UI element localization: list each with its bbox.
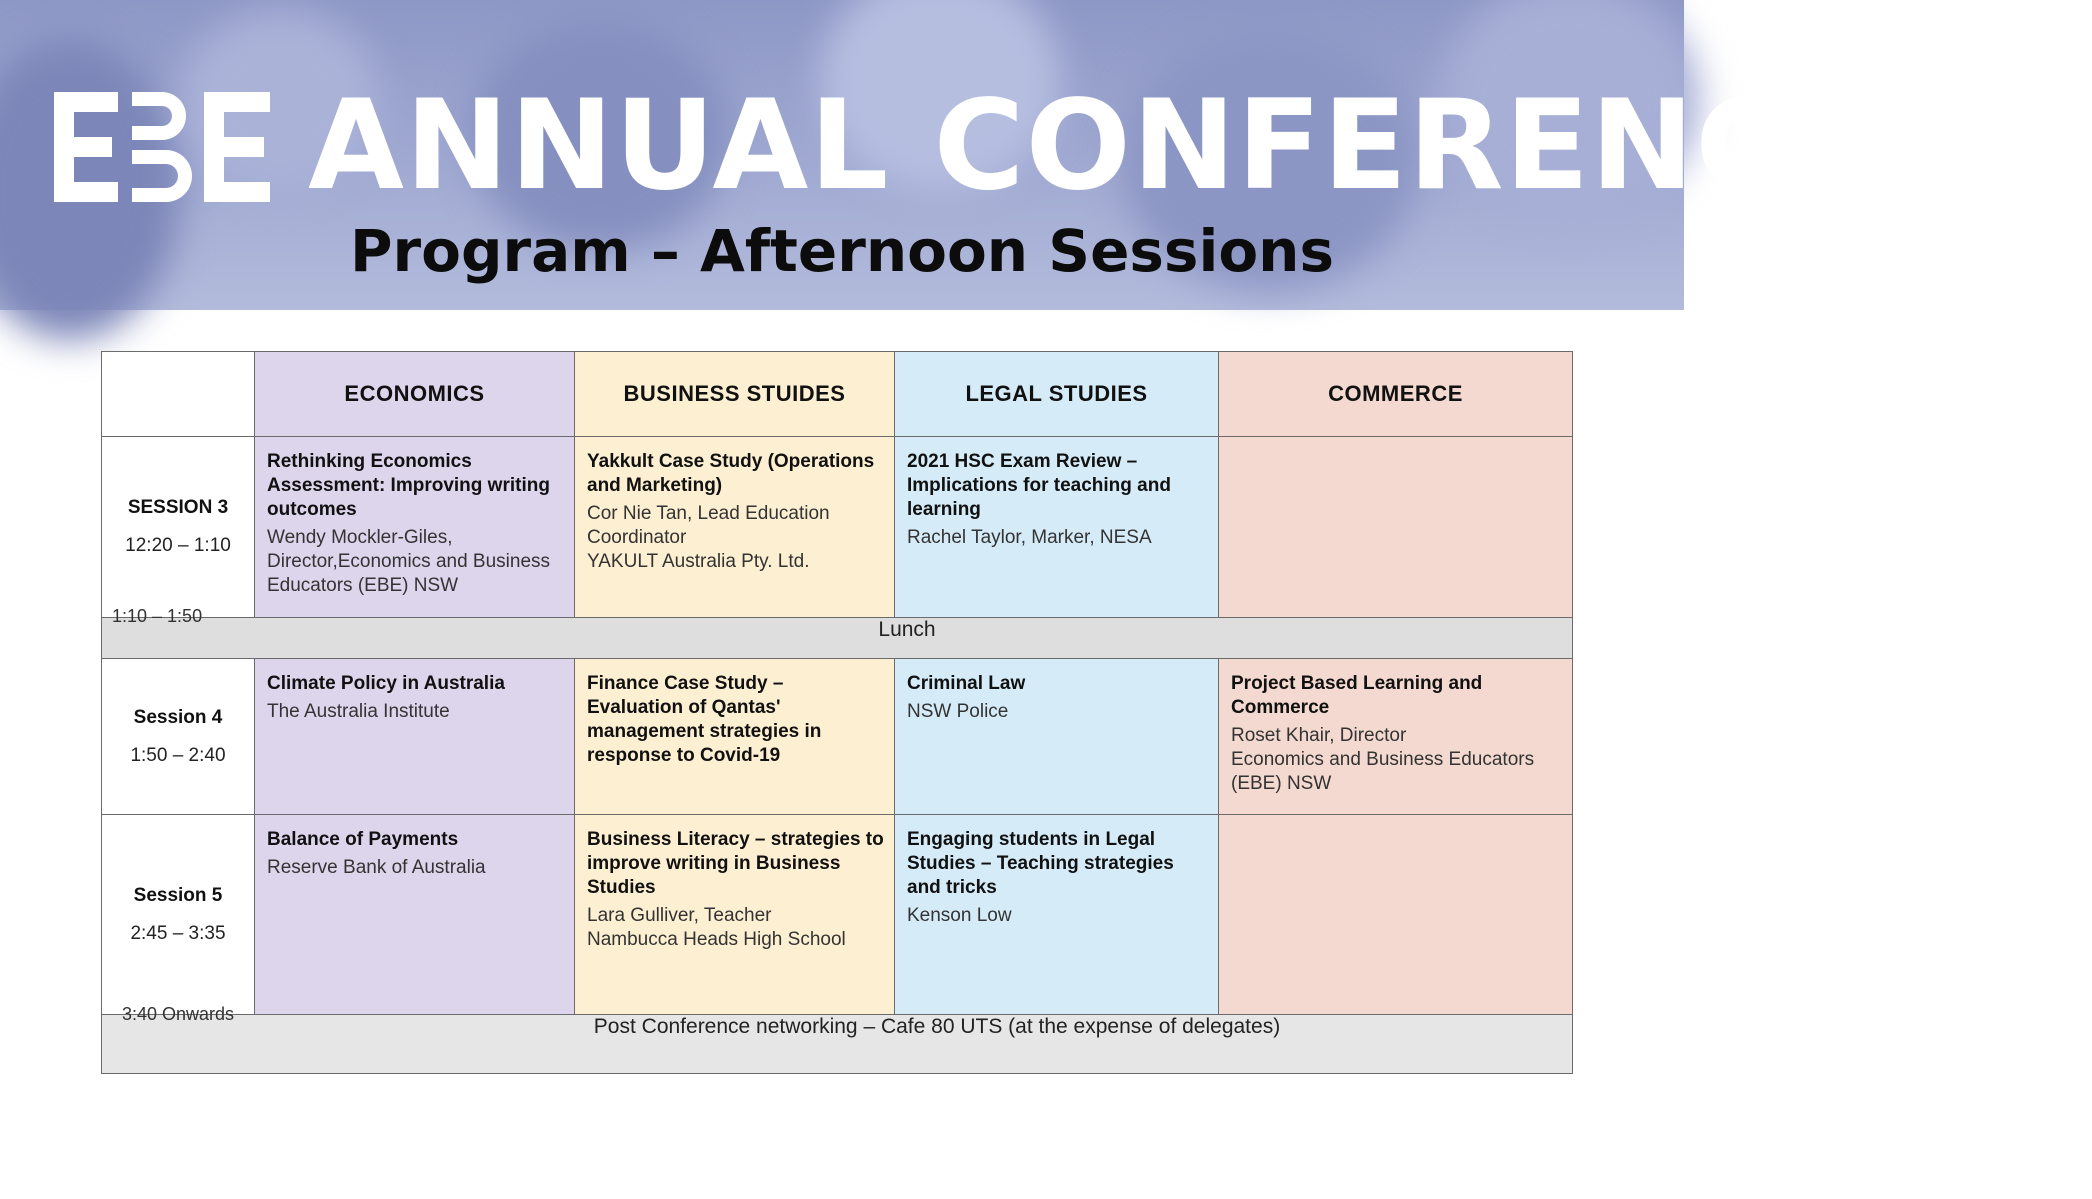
session-label: [102, 659, 255, 815]
networking-row: [102, 1015, 1573, 1074]
lunch-label: Lunch: [878, 618, 936, 641]
session-title: Rethinking Economics Assessment: Improving writing outcomes: [267, 451, 550, 520]
session-cell-commerce: [1219, 659, 1573, 815]
presenter-organisation: Nambucca Heads High School: [587, 929, 846, 950]
session-cell-legal: [895, 659, 1219, 815]
column-header-commerce: COMMERCE: [1219, 352, 1573, 437]
header-row: [102, 352, 1573, 437]
session-row: [102, 437, 1573, 618]
ebe-logo: [54, 92, 274, 202]
session-cell-legal: [895, 815, 1219, 1015]
session-time: 12:20 – 1:10: [125, 535, 231, 556]
session-title: Engaging students in Legal Studies – Teaching strategies and tricks: [907, 829, 1174, 898]
presenter: Cor Nie Tan, Lead Education Coordinator: [587, 503, 830, 548]
presenter: Wendy Mockler-Giles, Director,Economics and Business Educators (EBE) NSW: [267, 527, 551, 596]
conference-title: ANNUAL CONFERENCE 22: [308, 74, 2092, 218]
session-time: 1:50 – 2:40: [130, 744, 226, 766]
session-time: 2:45 – 3:35: [130, 922, 226, 944]
session-cell-business: [575, 815, 895, 1015]
session-name: Session 5: [133, 884, 223, 906]
presenter: Reserve Bank of Australia: [267, 857, 486, 878]
column-header-legal: LEGAL STUDIES: [895, 352, 1219, 437]
session-cell-economics: [255, 815, 575, 1015]
session-label: [102, 815, 255, 1015]
session-cell-business: [575, 659, 895, 815]
session-cell-economics: [255, 659, 575, 815]
column-header-business: BUSINESS STUIDES: [575, 352, 895, 437]
column-header-economics: ECONOMICS: [255, 352, 575, 437]
presenter: Kenson Low: [907, 905, 1012, 926]
lunch-bar: [102, 606, 1573, 659]
networking-time: 3:40 Onwards: [122, 1004, 235, 1024]
session-title: Balance of Payments: [267, 829, 459, 850]
networking-bar: [102, 1004, 1573, 1074]
presenter: Lara Gulliver, Teacher: [587, 905, 772, 926]
blank-header: [102, 352, 255, 437]
session-title: 2021 HSC Exam Review – Implications for teaching and learning: [907, 451, 1171, 520]
program-table: [101, 351, 1573, 1074]
lunch-time: 1:10 – 1:50: [112, 606, 203, 626]
presenter: The Australia Institute: [267, 701, 450, 722]
session-cell-legal: [895, 437, 1219, 618]
header-banner: [0, 0, 2092, 310]
session-cell-commerce-empty: [1219, 815, 1573, 1015]
session-cell-business: [575, 437, 895, 618]
session-title: Business Literacy – strategies to improve writing in Business Studies: [587, 829, 884, 898]
session-name: SESSION 3: [127, 497, 229, 518]
session-title: Finance Case Study – Evaluation of Qantas' management strategies in response to Covid-19: [587, 673, 822, 766]
session-cell-commerce-empty: [1219, 437, 1573, 618]
lunch-row: [102, 618, 1573, 659]
presenter-organisation: Economics and Business Educators (EBE) NSW: [1231, 749, 1535, 794]
session-label: [102, 437, 255, 618]
presenter: NSW Police: [907, 701, 1009, 722]
session-row: [102, 659, 1573, 815]
session-title: Yakkult Case Study (Operations and Marketing): [587, 451, 875, 496]
session-title: Project Based Learning and Commerce: [1231, 673, 1483, 718]
session-row: [102, 815, 1573, 1015]
session-cell-economics: [255, 437, 575, 618]
presenter: Rachel Taylor, Marker, NESA: [907, 527, 1152, 548]
presenter: Roset Khair, Director: [1231, 725, 1407, 746]
session-title: Criminal Law: [907, 673, 1026, 694]
session-name: Session 4: [133, 706, 223, 728]
page-subtitle: Program – Afternoon Sessions: [350, 217, 1334, 285]
networking-label: Post Conference networking – Cafe 80 UTS (at the expense of delegates): [593, 1015, 1281, 1038]
session-title: Climate Policy in Australia: [267, 673, 505, 694]
presenter-organisation: YAKULT Australia Pty. Ltd.: [587, 551, 810, 572]
